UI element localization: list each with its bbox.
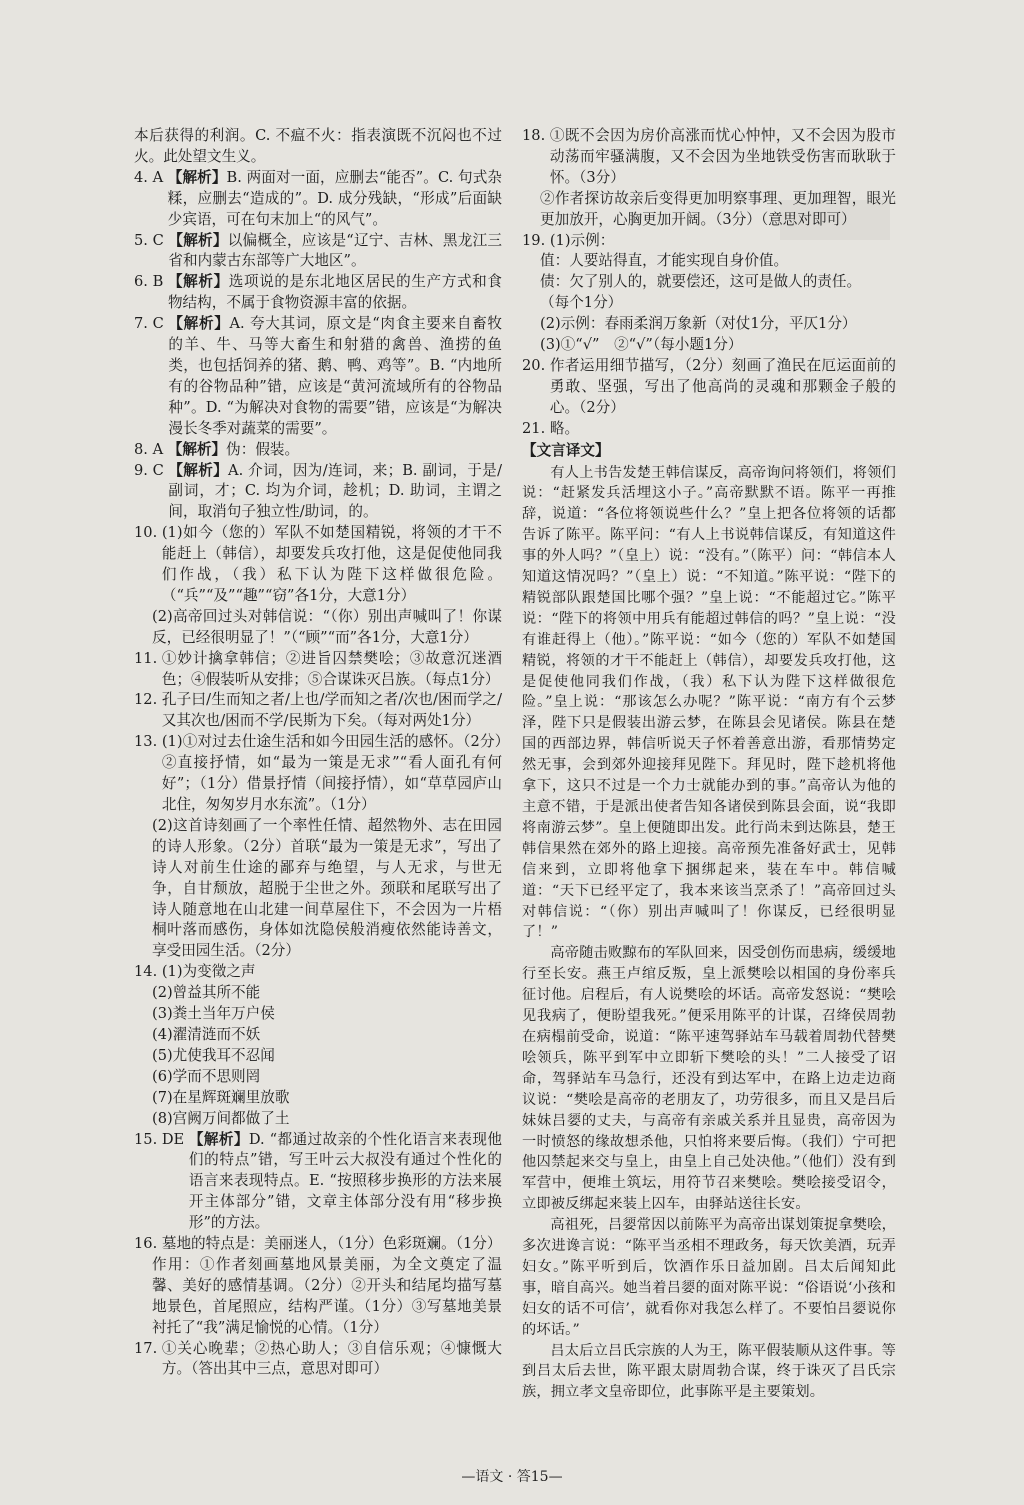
item-number: 9. C [134,461,169,479]
answer-item [134,962,502,983]
item-text: 墓地的特点是：美丽迷人，（1分）色彩斑斓。（1分） [161,1235,502,1253]
left-column [134,126,502,1380]
intro-text: 本后获得的利润。C. 不瘟不火：指表演既不沉闷也不过火。此处望文生义。 [134,127,502,165]
dictation-line: (6)学而不思则罔 [152,1067,261,1085]
item-text: (1)如今（您的）军队不如楚国精锐，将领的才干不能赶上（韩信），却要发兵攻打他，这是促使他同我们作战，（我）私下认为陛下这样做很危险。（“兵”“及”“趣”“窃”各1分，大意1分） [161,524,502,604]
analysis-tag: 【解析】 [167,273,229,291]
dictation-line: (3)粪土当年万户侯 [152,1005,275,1023]
item-number: 19. [522,231,550,249]
item-number: 20. [522,356,550,374]
analysis-tag: 【解析】 [168,231,228,249]
item-subtext: (2)这首诗刻画了一个率性任情、超然物外、志在田园的诗人形象。（2分）首联“最为一策是无求”，写出了诗人对前生仕途的鄙弃与绝望，与人无求，与世无争，自甘颓放，超脱于尘世之外。颈联和尾联写出了诗人随意地在山北建一间草屋住下，不会因为一片梧桐叶落而感伤，身体如沈隐侯般消瘦依然能诗善文，享受田园生活。（2分） [152,816,502,960]
translation-body [522,463,896,1404]
item-subtext: ②作者探访故亲后变得更加明察事理、更加理智，眼光更加放开，心胸更加开阔。（3分）（意思对即可） [540,189,896,228]
answer-item [522,356,896,419]
item-text: A. 介词，因为/连词，来；B. 副词，于是/副词，才；C. 均为介词，趁机；D. 助词，主谓之间，取消句子独立性/助词，的。 [168,461,502,521]
answer-item [134,1130,502,1235]
analysis-tag: 【解析】 [167,168,227,186]
example-line: 债：欠了别人的，就要偿还，这可是做人的责任。 [540,273,862,291]
item-text: 以偏概全，应该是“辽宁、吉林、黑龙江三省和内蒙古东部等广大地区”。 [168,231,502,270]
item-number: 6. B [134,273,168,291]
item-text: 孔子曰/生而知之者/上也/学而知之者/次也/困而学之/又其次也/困而不学/民斯为下矣。（每对两处1分） [161,691,502,730]
answer-item [134,523,502,607]
translation-paragraph: 高祖死，吕媭常因以前陈平为高帝出谋划策捉拿樊哙，多次进谗言说：“陈平当丞相不理政务，每天饮美酒，玩弄妇女。”陈平听到后，饮酒作乐日益加剧。吕太后闻知此事，暗自高兴。她当着吕媭的面对陈平说：“俗语说‘小孩和妇女的话不可信’，就看你对我怎么样了。不要怕吕媭说你的坏话。” [522,1217,896,1338]
answer-item [134,690,502,732]
item-text: A. 夸大其词，原文是“肉食主要来自畜牧的羊、牛、马等大畜生和射猎的禽兽、渔捞的鱼类，也包括饲养的猪、鹅、鸭、鸡等”。B. “内地所有的谷物品种”错，应该是“黄河流域所有的谷物品种”。D. “为解决对食物的需要”错，应该是“为解决漫长冬季对蔬菜的需要”。 [168,315,502,437]
item-number: 10. [134,524,162,542]
page-footer: —语文 · 答15— [461,1469,563,1485]
answer-item [522,126,896,189]
item-text: 略。 [549,419,580,437]
item-text: (1)为变徵之声 [161,963,256,981]
item-number: 13. [134,733,162,751]
translation-paragraph: 有人上书告发楚王韩信谋反，高帝询问将领们，将领们说：“赶紧发兵活埋这小子。”高帝默默不语。陈平一再推辞，说道：“各位将领说些什么？”皇上把各位将领的话都告诉了陈平。陈平问：“有人上书说韩信谋反，有知道这件事的外人吗？”（皇上）说：“没有。”（陈平）问：“韩信本人知道这情况吗？”（皇上）说：“不知道。”陈平说：“陛下的精锐部队跟楚国比哪个强？”皇上说：“不能超过它。”陈平说：“陛下的将领中用兵有能超过韩信的吗？”皇上说：“没有谁赶得上（他）。”陈平说：“如今（您的）军队不如楚国精锐，将领的才干不能赶上（韩信），却要发兵攻打他，这是促使他同我们作战，（我）私下认为陛下这样做很危险。”皇上说：“那该怎么办呢？”陈平说：“南方有个云梦泽，陛下只是假装出游云梦，在陈县会见诸侯。陈县在楚国的西部边界，韩信听说天子怀着善意出游，看那情势定然无事，会到郊外迎接拜见陛下。拜见时，陛下趁机将他拿下，这只不过是一个力士就能办到的事。”高帝认为他的主意不错，于是派出使者告知各诸侯到陈县会面，说“我即将南游云梦”。皇上便随即出发。此行尚未到达陈县，楚王韩信果然在郊外的路上迎接。高帝预先准备好武士，见韩信来到，立即将他拿下捆绑起来，装在车中。韩信喊道：“天下已经平定了，我本来该当烹杀了！”高帝回过头对韩信说：“（你）别出声喊叫了！你谋反，已经很明显了！” [522,464,896,941]
answer-item [134,461,502,524]
item-text: ①既不会因为房价高涨而忧心忡忡，又不会因为股市动荡而牢骚满腹，又不会因为坐地铁受伤害而耿耿于怀。（3分） [549,127,896,186]
translation-paragraph: 高帝随击败黥布的军队回来，因受创伤而患病，缓缓地行至长安。燕王卢绾反叛，皇上派樊哙以相国的身份率兵征讨他。启程后，有人说樊哙的坏话。高帝发怒说：“樊哙见我病了，便盼望我死。”便采用陈平的计谋，召绛侯周勃在病榻前受命，说道：“陈平速驾驿站车马载着周勃代替樊哙领兵，陈平到军中立即斩下樊哙的头！”二人接受了诏命，驾驿站车马急行，还没有到达军中，在路上边走边商议说：“樊哙是高帝的老朋友了，功劳很多，而且又是吕后妹妹吕媭的丈夫，与高帝有亲戚关系并且显贵，高帝因为一时愤怒的缘故想杀他，只怕将来要后悔。（我们）宁可把他囚禁起来交与皇上，由皇上自己处决他。”（他们）没有到军营中，便堆土筑坛，用符节召来樊哙。樊哙接受诏令，立即被反绑起来装上囚车，由驿站送往长安。 [522,945,896,1213]
answer-item [134,272,502,314]
item-text: ①妙计擒拿韩信；②进旨囚禁樊哙；③故意沉迷酒色；④假装听从安排；⑤合谋诛灭吕族。（每点1分） [161,649,502,688]
item-text: (1)①对过去仕途生活和如今田园生活的感怀。（2分）②直接抒情，如“最为一策是无求”“看人面孔有何好”；（1分）借景抒情（间接抒情），如“草草园庐山北住，匆匆岁月水东流”。（1分） [161,733,502,813]
dictation-line: (5)尤使我耳不忍闻 [152,1046,275,1064]
item-number: 4. A [134,168,168,186]
item-number: 18. [522,127,550,144]
analysis-tag: 【解析】 [167,440,227,458]
item-text: B. 两面对一面，应删去“能否”。C. 句式杂糅，应删去“造成的”。D. 成分残缺，“形成”后面缺少宾语，可在句末加上“的风气”。 [167,168,502,228]
answer-item [134,1234,502,1255]
answer-item [134,231,502,273]
item-number: 11. [134,649,162,667]
dictation-line: (2)曾益其所不能 [152,984,261,1002]
item-number: 7. C [134,315,169,333]
dictation-line: (4)濯清涟而不妖 [152,1025,261,1043]
example-line: 值：人要站得直，才能实现自身价值。 [540,252,789,270]
translation-paragraph: 吕太后立吕氏宗族的人为王，陈平假装顺从这件事。等到吕太后去世，陈平跟太尉周勃合谋，终于诛灭了吕氏宗族，拥立孝文皇帝即位，此事陈平是主要策划。 [522,1342,896,1401]
item-text: ①关心晚辈；②热心助人；③自信乐观；④慷慨大方。（答出其中三点，意思对即可） [161,1339,502,1378]
answer-item [134,314,502,439]
item-text: (1)示例： [549,231,615,249]
item-number: 21. [522,419,550,437]
answer-item [134,168,502,231]
item-subtext: 作用：①作者刻画墓地风景美丽，为全文奠定了温馨、美好的感情基调。（2分）②开头和结尾均描写墓地景色，首尾照应，结构严谨。（1分）③写墓地美景衬托了“我”满足愉悦的心情。（1分） [152,1255,502,1336]
dictation-line: (7)在星辉斑斓里放歌 [152,1088,290,1106]
item-number: 12. [134,691,162,709]
answer-item [522,419,896,440]
item-number: 14. [134,963,162,981]
analysis-tag: 【解析】 [168,461,229,479]
example-line: (3)①“√” ②“√”（每小题1分） [540,336,743,354]
translation-heading: 【文言译文】 [522,441,610,459]
item-text: D. “都通过故亲的个性化语言来表现他们的特点”错，写王叶云大叔没有通过个性化的语言来表现特点。E. “按照移步换形的方法来展开主体部分”错，文章主体部分没有用“移步换形”的方法。 [188,1130,502,1232]
item-number: 15. DE [134,1130,189,1148]
item-number: 5. C [134,231,169,249]
dictation-line: (8)宫阙万间都做了土 [152,1109,290,1127]
item-subtext: (2)高帝回过头对韩信说：“（你）别出声喊叫了！你谋反，已经很明显了！”（“顾”“而”各1分，大意1分） [152,607,502,646]
answer-item [134,440,502,461]
item-number: 8. A [134,440,168,458]
item-text: 作者运用细节描写，（2分）刻画了渔民在厄运面前的勇敢、坚强，写出了他高尚的灵魂和那颗金子般的心。（2分） [549,356,896,416]
item-number: 17. [134,1339,162,1357]
answer-item [134,732,502,816]
analysis-tag: 【解析】 [188,1130,249,1148]
item-text: 选项说的是东北地区居民的生产方式和食物结构，不属于食物资源丰富的依据。 [167,273,502,312]
answer-item [134,649,502,691]
answer-item [522,231,896,252]
example-line: （每个1分） [540,294,623,312]
item-number: 16. [134,1235,162,1253]
answer-item [134,1339,502,1381]
right-column [522,126,896,1403]
example-line: (2)示例：春雨柔润万象新（对仗1分，平仄1分） [540,315,857,333]
analysis-tag: 【解析】 [168,315,230,333]
item-text: 伪：假装。 [226,440,300,458]
